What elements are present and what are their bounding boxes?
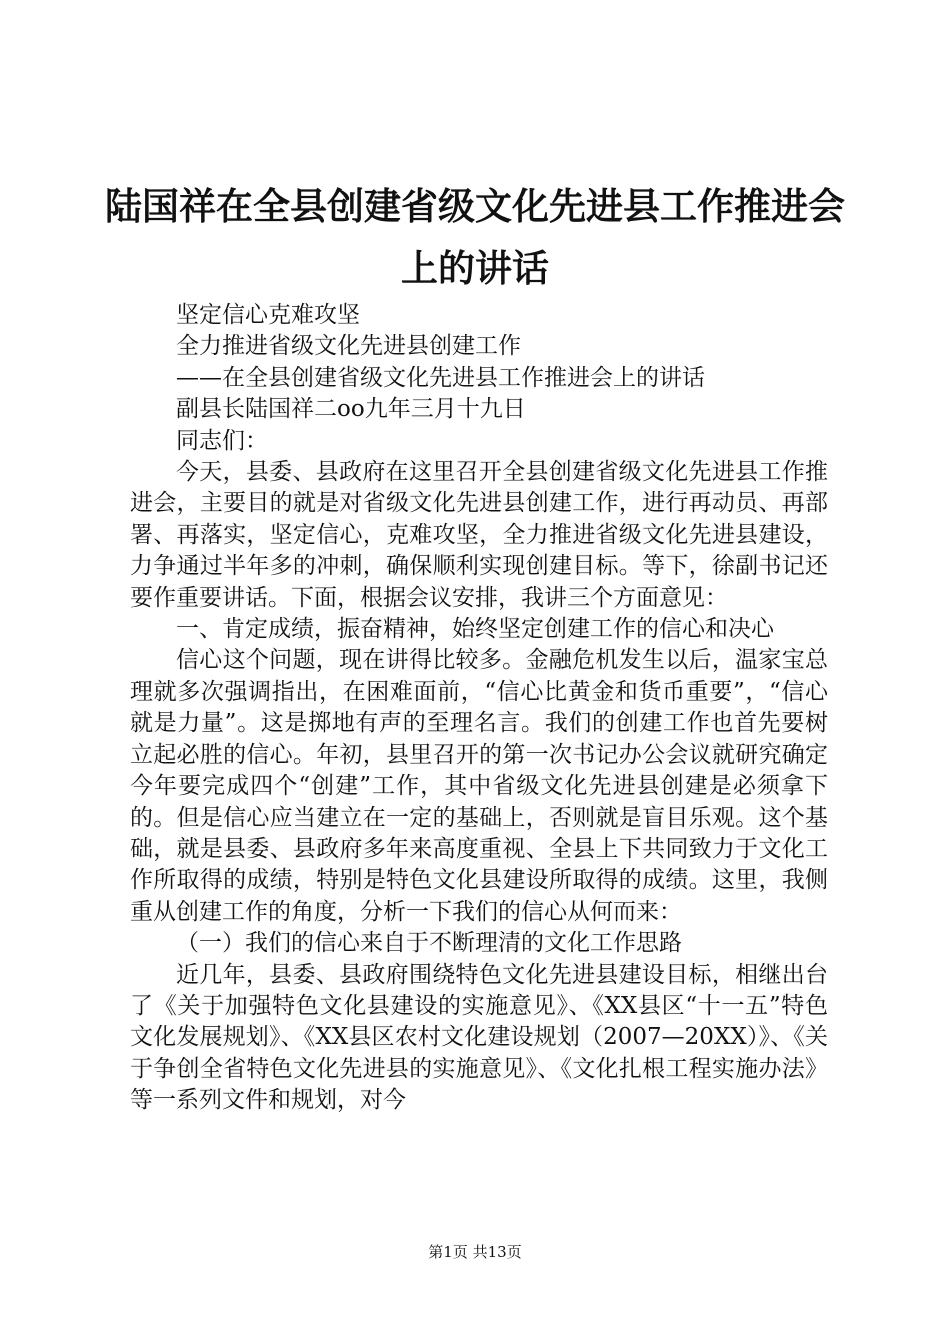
page-footer: 第1页 共13页 (428, 1243, 522, 1261)
speaker-date-line: 副县长陆国祥二oo九年三月十九日 (176, 396, 526, 423)
document-title-line-2: 上的讲话 (401, 247, 549, 290)
salutation: 同志们： (176, 427, 268, 454)
subtitle-line-2: 全力推进省级文化先进县创建工作 (176, 333, 521, 360)
subtitle-line-1: 坚定信心克难攻坚 (176, 302, 360, 328)
subsection-heading: （一）我们的信心来自于不断理清的文化工作思路 (176, 930, 682, 957)
section-heading: 一、肯定成绩，振奋精神，始终坚定创建工作的信心和决心 (176, 616, 774, 643)
body-paragraph: 近几年，县委、县政府围绕特色文化先进县建设目标，相继出台了《关于加强特色文化县建设的实施意见》、《XX县区“十一五”特色文化发展规划》、《XX县区农村文化建设规划（2007—20XX）》、《关于争创全省特色文化先进县的实施意见》、《文化扎根工程实施办法》等一系列文件和规划，对今 (130, 961, 828, 1114)
document-body (130, 300, 828, 1117)
body-paragraph: 信心这个问题，现在讲得比较多。金融危机发生以后，温家宝总理就多次强调指出，在困难面前，“信心比黄金和货币重要”，“信心就是力量”。这是掷地有声的至理名言。我们的创建工作也首先要树立起必胜的信心。年初，县里召开的第一次书记办公会议就研究确定今年要完成四个“创建”工作，其中省级文化先进县创建是必须拿下的。但是信心应当建立在一定的基础上，否则就是盲目乐观。这个基础，就是县委、县政府多年来高度重视、全县上下共同致力于文化工作所取得的成绩，特别是特色文化县建设所取得的成绩。这里，我侧重从创建工作的角度，分析一下我们的信心从何而来： (130, 647, 828, 925)
subtitle-line-3: ——在全县创建省级文化先进县工作推进会上的讲话 (176, 364, 705, 391)
document-title-line-1: 陆国祥在全县创建省级文化先进县工作推进会 (105, 185, 845, 228)
body-paragraph: 今天，县委、县政府在这里召开全县创建省级文化先进县工作推进会，主要目的就是对省级文化先进县创建工作，进行再动员、再部署、再落实，坚定信心，克难攻坚，全力推进省级文化先进县建设，力争通过半年多的冲刺，确保顺利实现创建目标。等下，徐副书记还要作重要讲话。下面，根据会议安排，我讲三个方面意见： (130, 459, 828, 611)
